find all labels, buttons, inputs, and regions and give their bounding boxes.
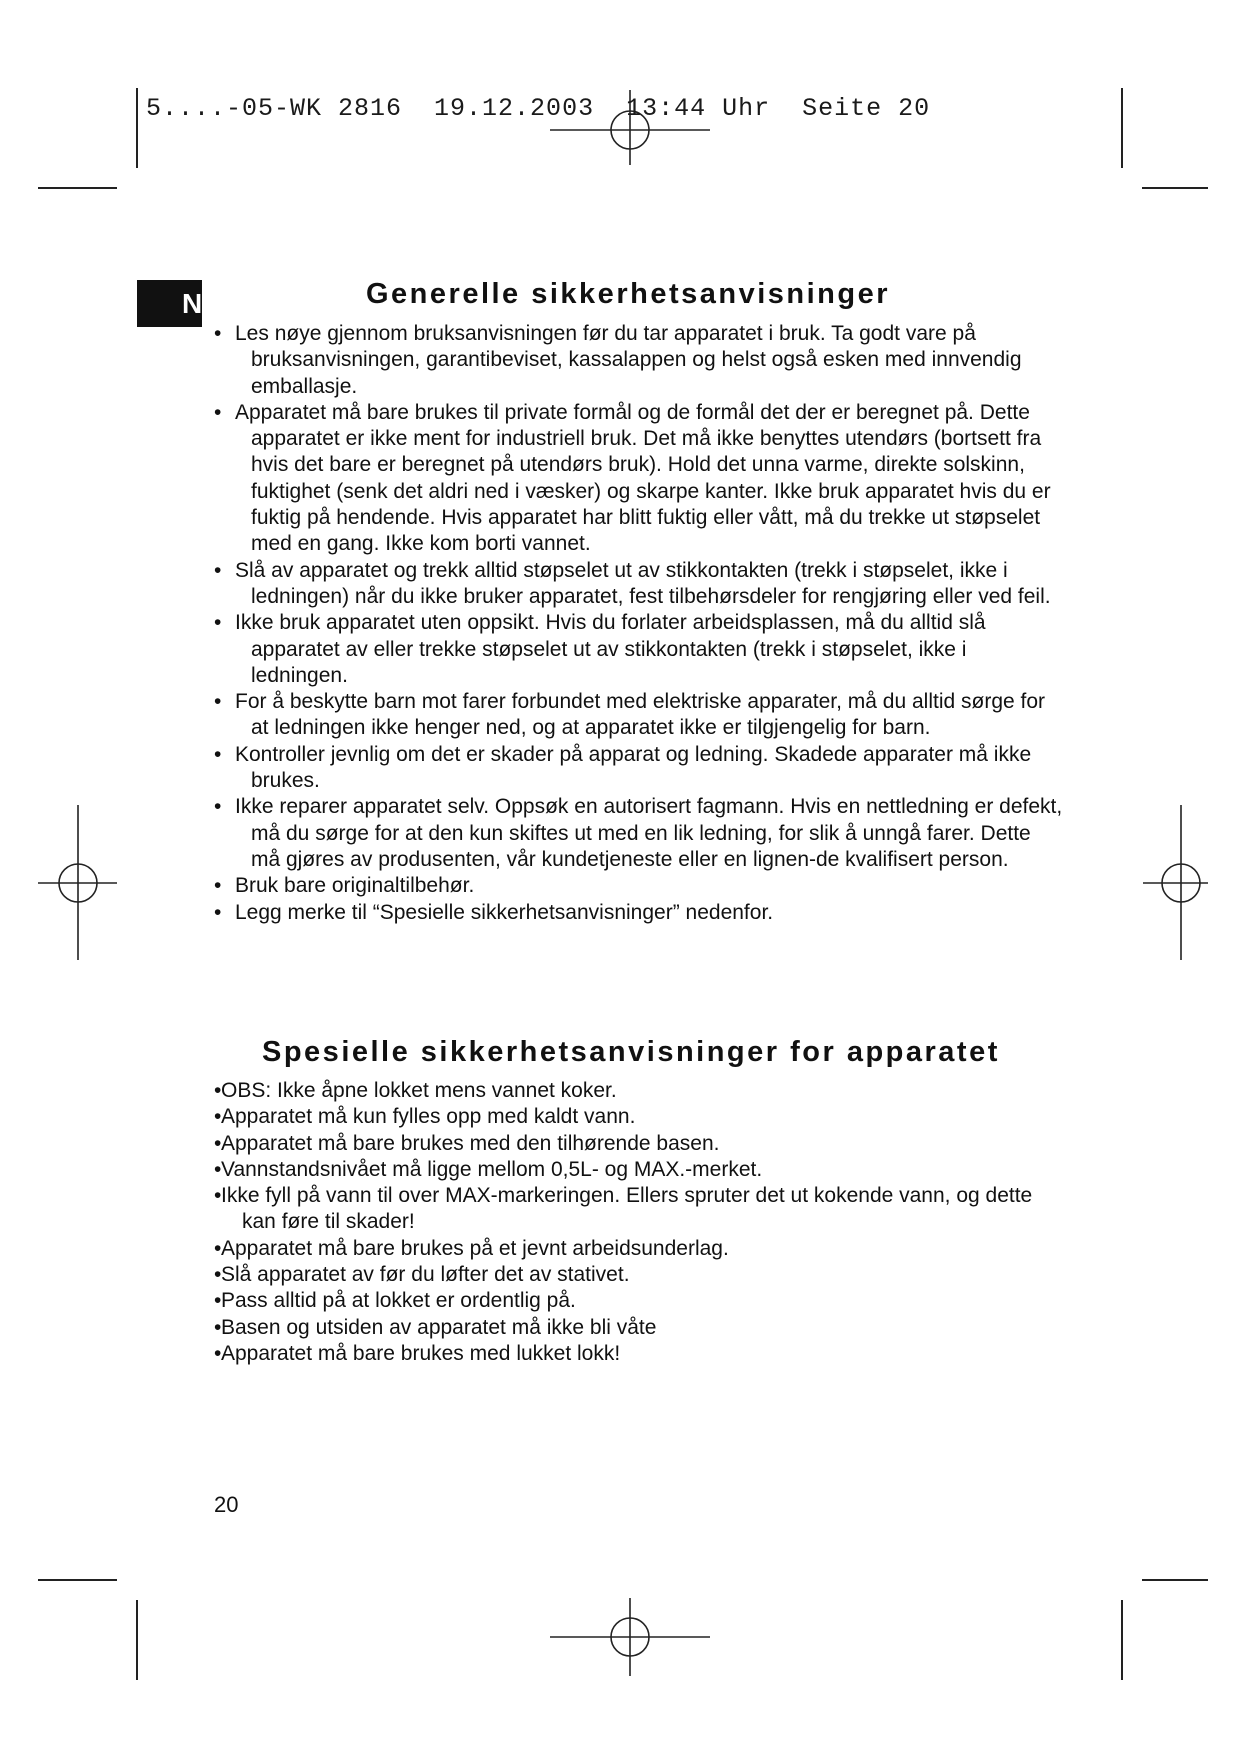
print-slug: 5....-05-WK 2816 19.12.2003 13:44 Uhr Seite 20: [146, 94, 931, 123]
section-title-special: Spesielle sikkerhetsanvisninger for apparatet: [262, 1036, 1000, 1068]
section-title-general: Generelle sikkerhetsanvisninger: [366, 278, 890, 310]
registration-mark-bottom: [550, 1598, 710, 1676]
list-item: • Basen og utsiden av apparatet må ikke bli våte: [214, 1315, 1064, 1341]
list-item: • Pass alltid på at lokket er ordentlig på.: [214, 1288, 1064, 1314]
list-item: • Ikke reparer apparatet selv. Oppsøk en autorisert fagmann. Hvis en nettledning er defekt, må du sørge for at den kun skiftes ut med en lik ledning, for slik å unngå farer. Dette må gjøres av produsenten, vår kundetjeneste eller en lignen-de kvalifisert person.: [214, 794, 1064, 873]
list-item: • Kontroller jevnlig om det er skader på apparat og ledning. Skadede apparater må ikke brukes.: [214, 742, 1064, 795]
list-item: • Slå apparatet av før du løfter det av stativet.: [214, 1262, 1064, 1288]
list-item: • Apparatet må bare brukes med den tilhørende basen.: [214, 1131, 1064, 1157]
general-safety-list: [214, 321, 1064, 926]
registration-mark-left: [38, 805, 117, 960]
list-item: • Apparatet må bare brukes på et jevnt arbeidsunderlag.: [214, 1236, 1064, 1262]
list-item: • OBS: Ikke åpne lokket mens vannet koker.: [214, 1078, 1064, 1104]
registration-mark-right: [1143, 805, 1208, 960]
special-safety-list: [214, 1078, 1064, 1367]
list-item: • Legg merke til “Spesielle sikkerhetsanvisninger” nedenfor.: [214, 900, 1064, 926]
list-item: • Ikke bruk apparatet uten oppsikt. Hvis du forlater arbeidsplassen, må du alltid slå apparatet av eller trekke støpselet ut av stikkontakten (trekk i støpselet, ikke i ledningen.: [214, 610, 1064, 689]
list-item: • Bruk bare originaltilbehør.: [214, 873, 1064, 899]
list-item: • Apparatet må bare brukes med lukket lokk!: [214, 1341, 1064, 1367]
list-item: • Les nøye gjennom bruksanvisningen før du tar apparatet i bruk. Ta godt vare på bruksanvisningen, garantibeviset, kassalappen og helst også esken med innvendig emballasje.: [214, 321, 1064, 400]
language-tab: N: [137, 280, 202, 327]
page-number: 20: [214, 1492, 239, 1517]
list-item: • Slå av apparatet og trekk alltid støpselet ut av stikkontakten (trekk i støpselet, ikke i ledningen) når du ikke bruker apparatet, fest tilbehørsdeler for rengjøring eller ved feil.: [214, 558, 1064, 611]
list-item: • Apparatet må bare brukes til private formål og de formål det der er beregnet på. Dette apparatet er ikke ment for industriell bruk. Det må ikke benyttes utendørs (bortsett fra hvis det bare er beregnet på utendørs bruk). Hold det unna varme, direkte solskinn, fuktighet (senk det aldri ned i væsker) og skarpe kanter. Ikke bruk apparatet hvis du er fuktig på hendende. Hvis apparatet har blitt fuktig eller vått, må du trekke ut støpselet med en gang. Ikke kom borti vannet.: [214, 400, 1064, 558]
list-item: • Apparatet må kun fylles opp med kaldt vann.: [214, 1104, 1064, 1130]
list-item: • Vannstandsnivået må ligge mellom 0,5L- og MAX.-merket.: [214, 1157, 1064, 1183]
list-item: • For å beskytte barn mot farer forbundet med elektriske apparater, må du alltid sørge for at ledningen ikke henger ned, og at apparatet ikke er tilgjengelig for barn.: [214, 689, 1064, 742]
list-item: • Ikke fyll på vann til over MAX-markeringen. Ellers spruter det ut kokende vann, og dette kan føre til skader!: [214, 1183, 1064, 1236]
